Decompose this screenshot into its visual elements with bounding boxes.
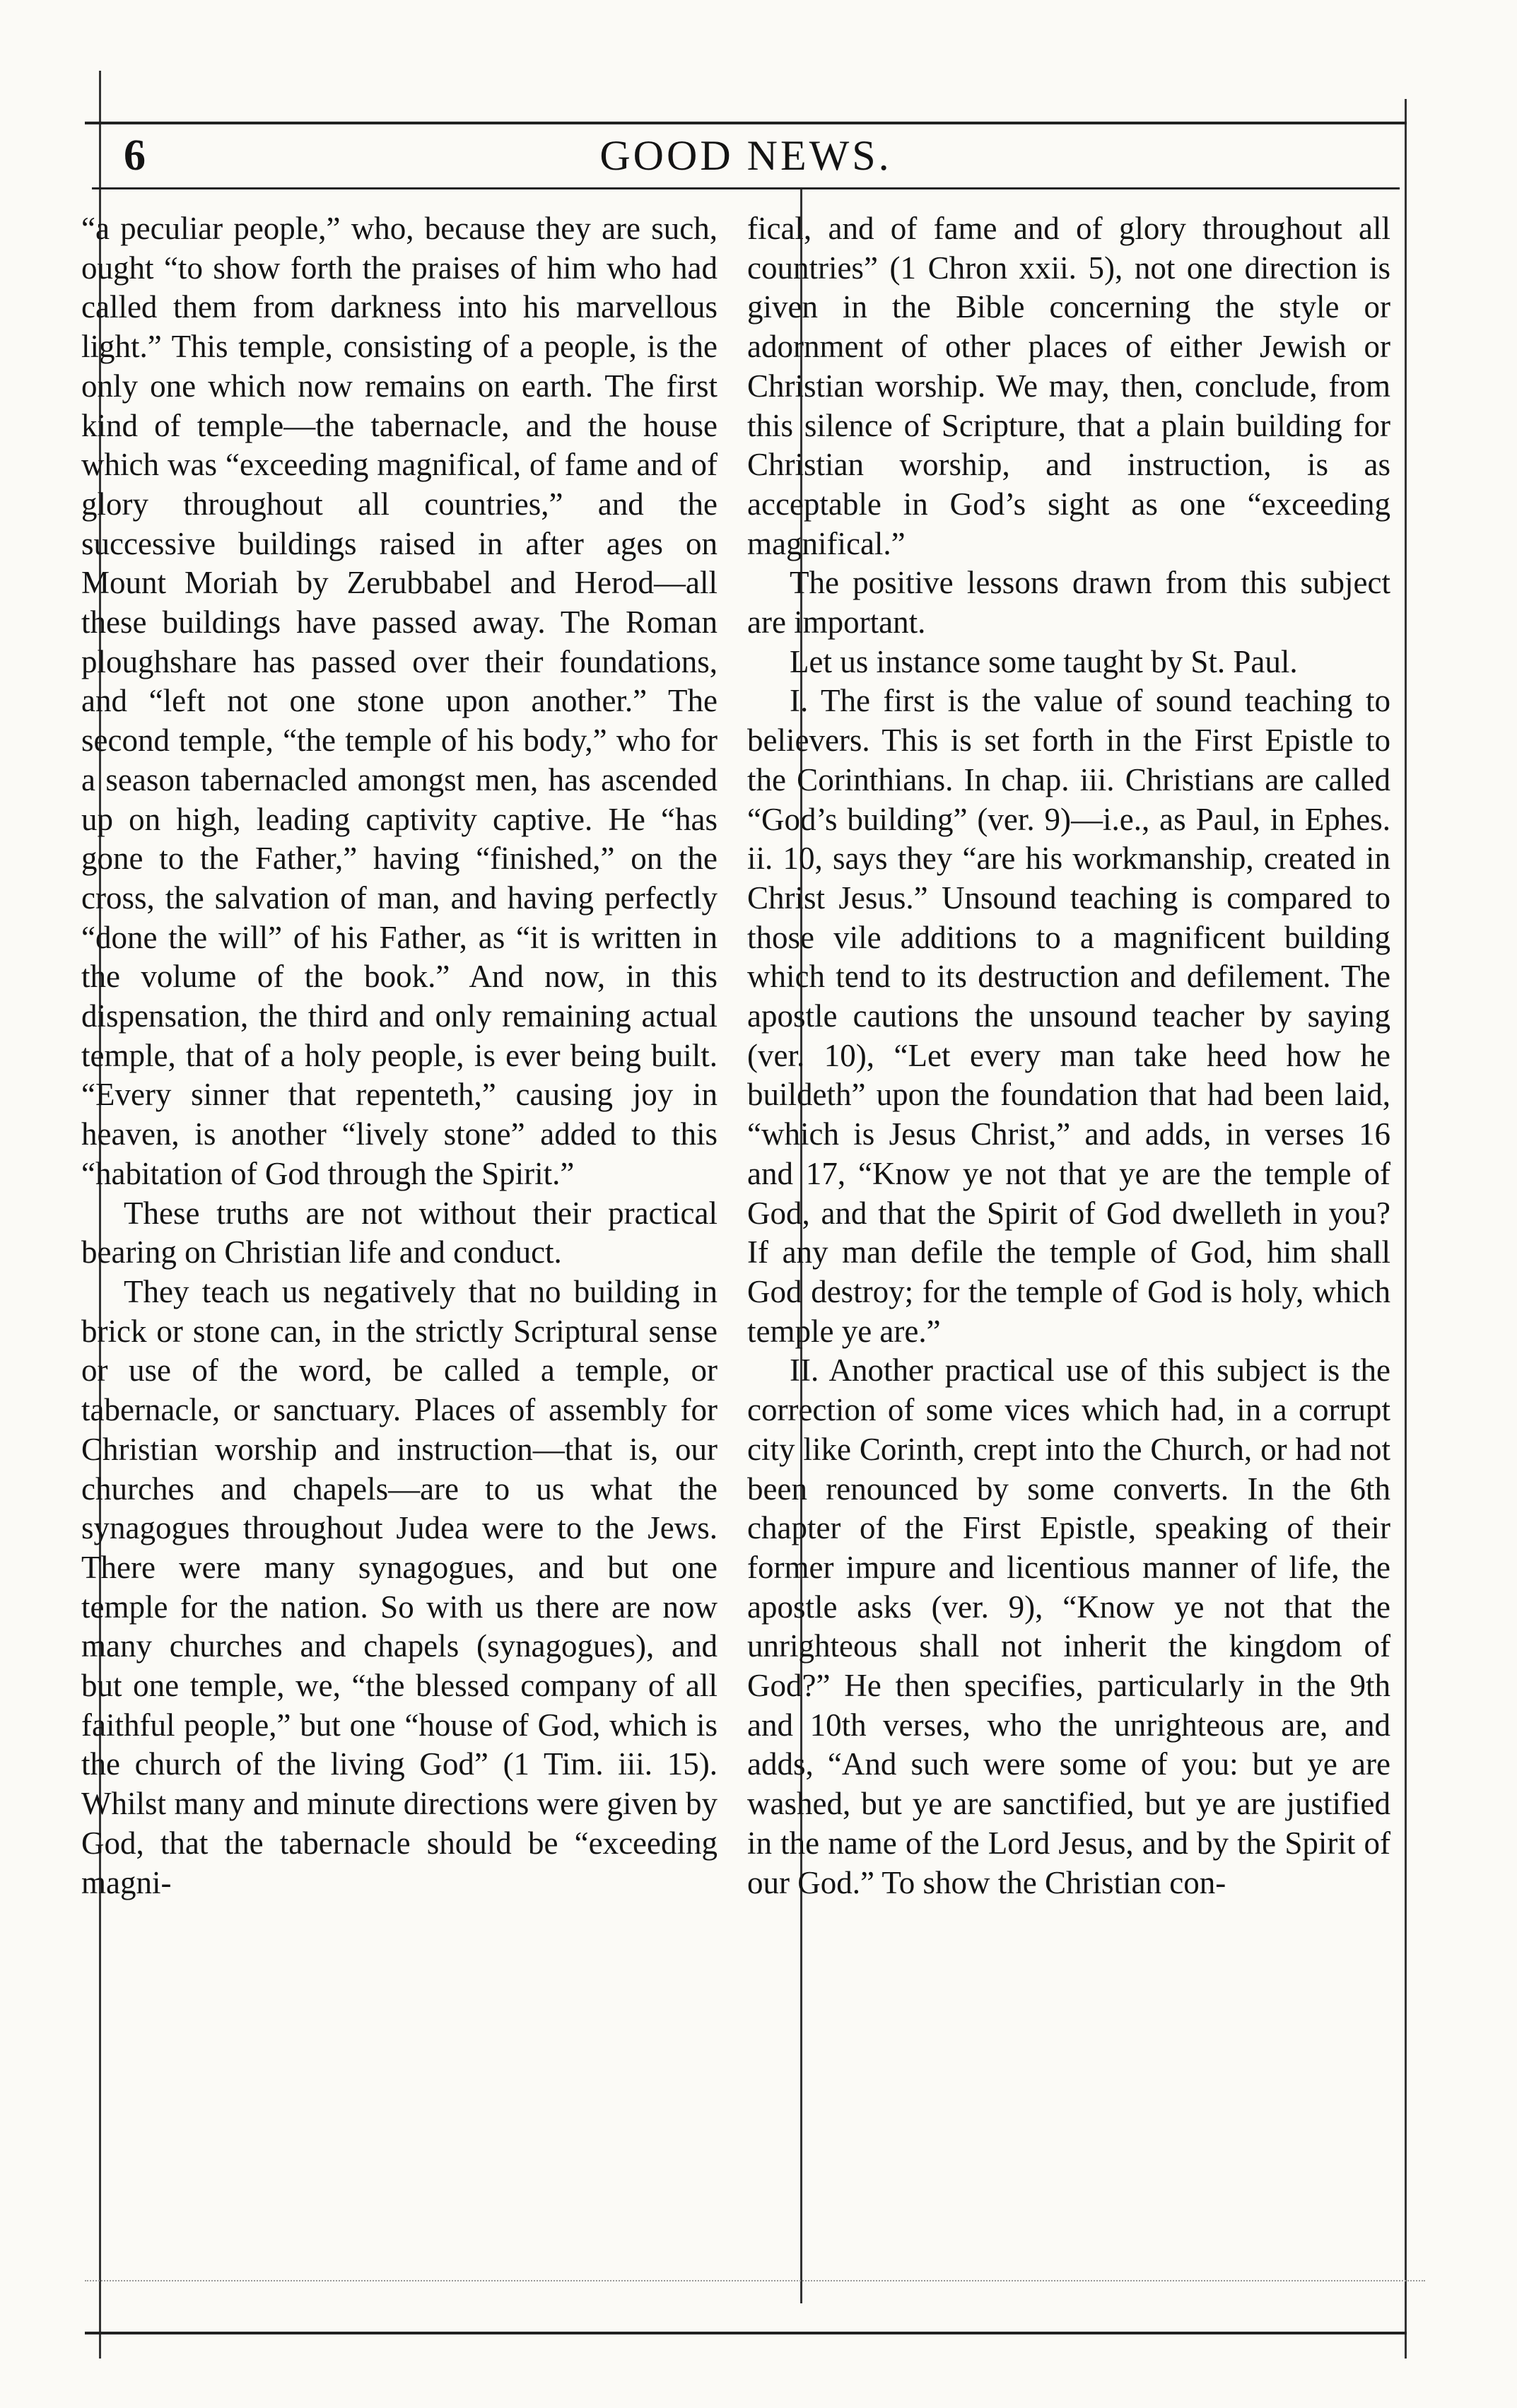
page-number: 6: [124, 131, 146, 180]
right-paragraph-1: fical, and of fame and of glory throughout all countries” (1 Chron xxii. 5), not one direction is given in the Bible concerning the style or adornment of other places of either Jewish or Christian worship. We may, then, conclude, from this silence of Scripture, that a plain building for Christian worship, and instruction, is as acceptable in God’s sight as one “exceeding magnifical.”: [747, 211, 1390, 561]
right-column: [747, 209, 1390, 1903]
page-title: GOOD NEWS.: [599, 132, 892, 179]
right-paragraph-5: II. Another practical use of this subject is the correction of some vices which had, in a corrupt city like Corinth, crept into the Church, or had not been renounced by some converts. In the 6th chapter of the First Epistle, speaking of their former impure and licentious manner of life, the apostle asks (ver. 9), “Know ye not that the unrighteous shall not inherit the kingdom of God?” He then specifies, particularly in the 9th and 10th verses, who the unrighteous are, and adds, “And such were some of you: but ye are washed, but ye are sanctified, but ye are justified in the name of the Lord Jesus, and by the Spirit of our God.” To show the Christian con-: [747, 1352, 1390, 1900]
right-paragraph-3: Let us instance some taught by St. Paul.: [790, 643, 1298, 679]
bottom-rule: [85, 2332, 1407, 2334]
left-paragraph-2: These truths are not without their practical bearing on Christian life and conduct.: [81, 1195, 718, 1270]
right-paragraph-4: I. The first is the value of sound teaching to believers. This is set forth in the First Epistle to the Corinthians. In chap. iii. Christians are called “God’s building” (ver. 9)—i.e., as Paul, in Ephes. ii. 10, says they “are his workmanship, created in Christ Jesus.” Unsound teaching is compared to those vile additions to a magnificent building which tend to its destruction and defilement. The apostle cautions the unsound teacher by saying (ver. 10), “Let every man take heed how he buildeth” upon the foundation that had been laid, “which is Jesus Christ,” and adds, in verses 16 and 17, “Know ye not that ye are the temple of God, and that the Spirit of God dwelleth in you? If any man defile the temple of God, him shall God destroy; for the temple of God is holy, which temple ye are.”: [747, 683, 1390, 1349]
left-paragraph-3: They teach us negatively that no building in brick or stone can, in the strictly Scriptural sense or use of the word, be called a temple, or tabernacle, or sanctuary. Places of assembly for Christian worship and instruction—that is, our churches and chapels—are to us what the synagogues throughout Judea were to the Jews. There were many synagogues, and but one temple for the nation. So with us there are now many churches and chapels (synagogues), and but one temple, we, “the blessed company of all faithful people,” but one “house of God, which is the church of the living God” (1 Tim. iii. 15). Whilst many and minute directions were given by God, that the tabernacle should be “exceeding magni-: [81, 1273, 718, 1900]
left-paragraph-1: “a peculiar people,” who, because they are such, ought “to show forth the praises of him who had called them from darkness into his marvellous light.” This temple, consisting of a people, is the only one which now remains on earth. The first kind of temple—the tabernacle, and the house which was “exceeding magnifical, of fame and of glory throughout all countries,” and the successive buildings raised in after ages on Mount Moriah by Zerubbabel and Herod—all these buildings have passed away. The Roman ploughshare has passed over their foundations, and “left not one stone upon another.” The second temple, “the temple of his body,” who for a season tabernacled amongst men, has ascended up on high, leading captivity captive. He “has gone to the Father,” having “finished,” on the cross, the salvation of man, and having perfectly “done the will” of his Father, as “it is written in the volume of the book.” And now, in this dispensation, the third and only remaining actual temple, that of a holy people, is ever being built. “Every sinner that repenteth,” causing joy in heaven, is another “lively stone” added to this “habitation of God through the Spirit.”: [81, 211, 718, 1191]
frame-right-rule: [1405, 99, 1407, 2359]
page-header: [92, 127, 1400, 184]
left-column: [81, 209, 718, 1903]
right-paragraph-2: The positive lessons drawn from this subject are important.: [747, 565, 1390, 641]
top-rule: [85, 122, 1407, 124]
footer-print-noise: [85, 2280, 1425, 2303]
header-rule: [92, 187, 1400, 189]
